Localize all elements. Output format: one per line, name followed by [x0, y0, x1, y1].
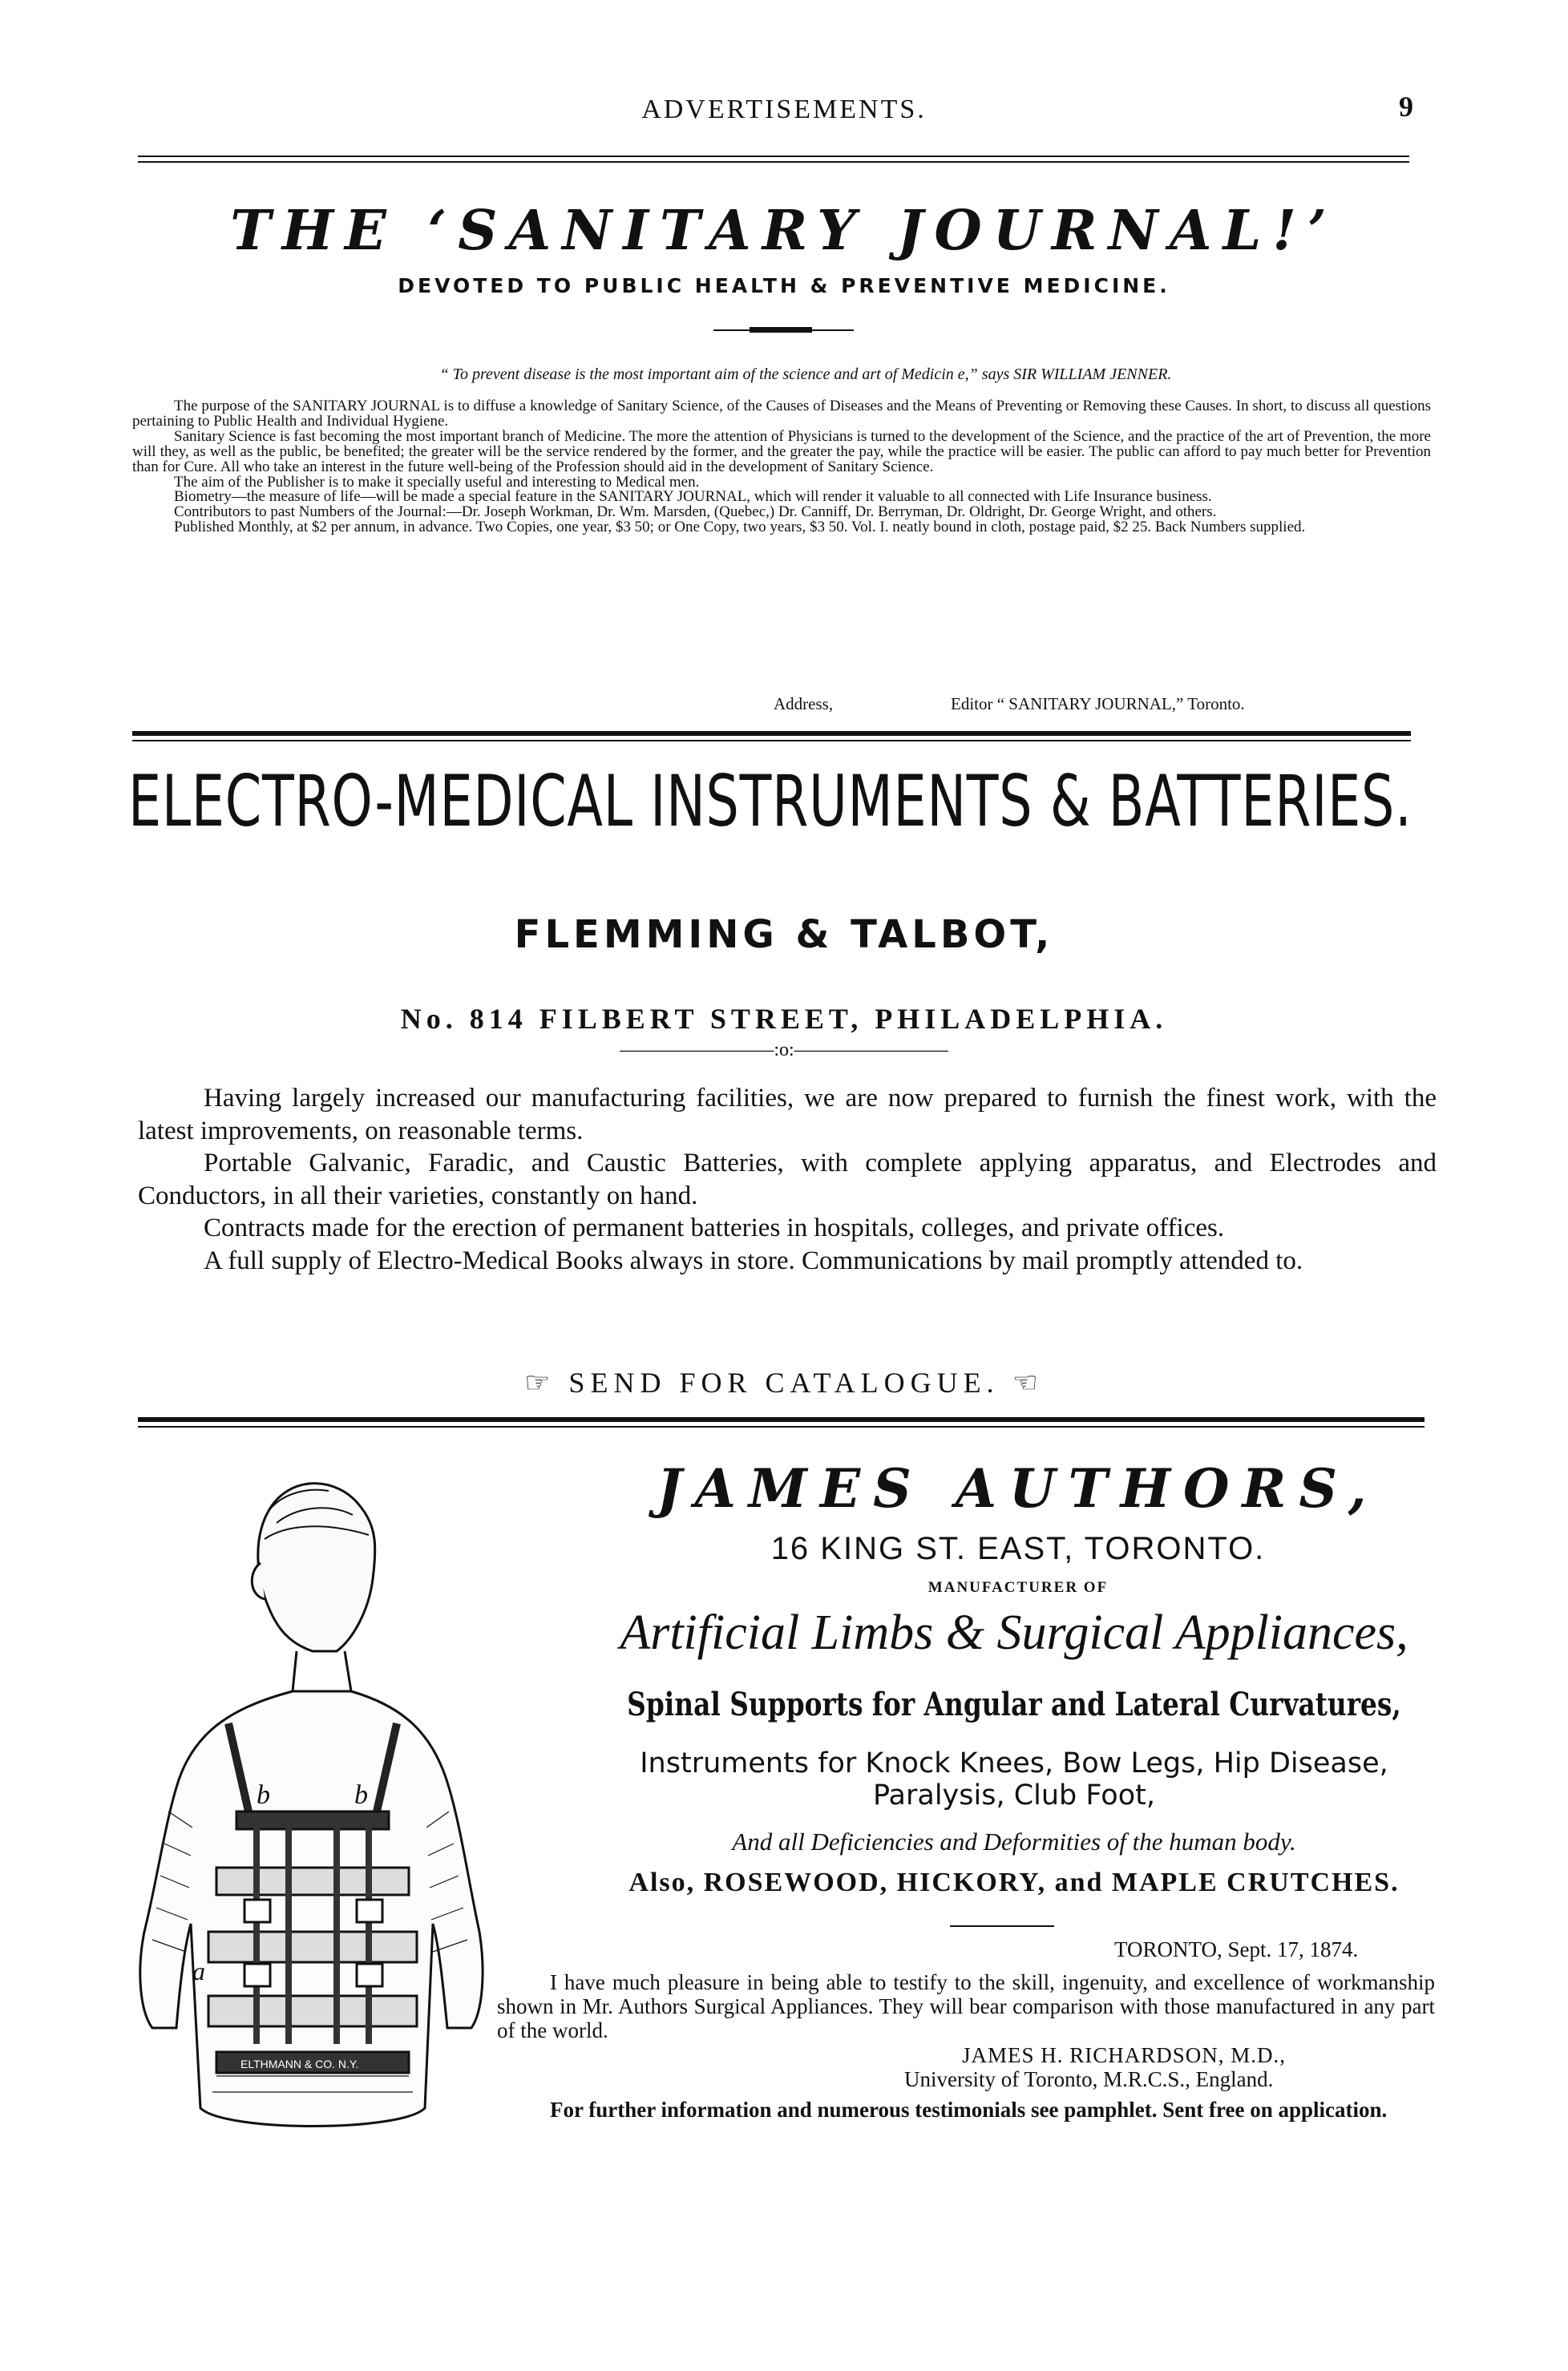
sanitary-journal-paragraph: The aim of the Publisher is to make it specially useful and interesting to Medical men. — [174, 473, 700, 491]
header-rule-top — [138, 156, 1409, 157]
manufacturer-label: MANUFACTURER OF — [927, 1579, 1109, 1596]
further-paragraph: For further information and numerous testimonials see pamphlet. Sent free on application. — [550, 2098, 1388, 2122]
engraving-letter-a: a — [192, 1957, 205, 1985]
testimony-signer: JAMES H. RICHARDSON, M.D., — [962, 2043, 1287, 2067]
sanitary-journal-paragraph: Contributors to past Numbers of the Journal:—Dr. Joseph Workman, Dr. Wm. Marsden, (Quebec,) Dr. Canniff, Dr. Berryman, Dr. Oldright, Dr. George Wright, and others. — [174, 503, 1217, 521]
engraving-letter-b-right: b — [354, 1780, 368, 1810]
engraving-maker-mark: ELTHMANN & CO. N.Y. — [240, 2058, 359, 2070]
firm-name: FLEMMING & TALBOT, — [514, 912, 1054, 957]
electro-medical-paragraph: Portable Galvanic, Faradic, and Caustic Batteries, with complete applying apparatus, and Electrodes and Conductors, in all their varieties, constantly on hand. — [138, 1149, 1437, 1210]
electro-medical-paragraph: A full supply of Electro-Medical Books always in store. Communications by mail promptly attended to. — [204, 1246, 1303, 1275]
spinal-supports-line: Spinal Supports for Angular and Lateral Curvatures, — [627, 1686, 1401, 1723]
section-rule-1b — [132, 740, 1411, 741]
electro-medical-headline: ELECTRO-MEDICAL INSTRUMENTS & BATTERIES. — [128, 760, 1412, 842]
instruments-line: Paralysis, Club Foot, — [873, 1779, 1155, 1812]
sanitary-journal-paragraph: Biometry—the measure of life—will be made a special feature in the SANITARY JOURNAL, which will render it valuable to all connected with Life Insurance business. — [174, 488, 1212, 506]
instruments-list — [493, 1747, 1535, 1812]
sanitary-journal-subtitle: DEVOTED TO PUBLIC HEALTH & PREVENTIVE MEDICINE. — [398, 274, 1170, 297]
james-authors-address: 16 KING ST. EAST, TORONTO. — [770, 1531, 1266, 1566]
crutches-divider — [950, 1925, 1054, 1927]
electro-medical-body — [138, 1082, 1437, 1277]
testimony-paragraph: I have much pleasure in being able to testify to the skill, ingenuity, and excellence of workmanship shown in Mr. Authors Surgical Appliances. They will bear comparison with those manufactured in any part of the world. — [497, 1970, 1435, 2042]
sanitary-journal-paragraph: Sanitary Science is fast becoming the most important branch of Medicine. The more the attention of Physicians is turned to the development of the Science, and the practice of the art of Prevention, the more will they, as well as the public, be benefited; the greater will be the service rendered by the former, and the greater the pay, while the practice will be easier. The public can afford to pay much better for Prevention than for Cure. All who take an interest in the future well-being of the Profession should aid in the development of Sanitary Science. — [132, 427, 1431, 475]
sanitary-journal-body — [132, 399, 1431, 535]
sanitary-journal-address-label: Address, — [774, 694, 834, 713]
firm-address: No. 814 FILBERT STREET, PHILADELPHIA. — [400, 1003, 1168, 1035]
sanitary-journal-paragraph: The purpose of the SANITARY JOURNAL is to diffuse a knowledge of Sanitary Science, of the Causes of Diseases and the Means of Preventing or Removing these Causes. In short, to discuss all questions pertaining to Public Health and Individual Hygiene. — [132, 398, 1431, 430]
section-rule-2a — [138, 1417, 1425, 1422]
section-rule-1a — [132, 731, 1411, 736]
electro-medical-paragraph: Contracts made for the erection of permanent batteries in hospitals, colleges, and private offices. — [204, 1214, 1225, 1242]
surgical-brace-engraving — [96, 1451, 513, 2236]
section-rule-2b — [138, 1426, 1425, 1428]
further-information — [497, 2098, 1437, 2122]
engraving-letter-b-left: b — [257, 1780, 270, 1810]
sanitary-journal-quote: “ To prevent disease is the most important aim of the science and art of Medicin e,” says SIR WILLIAM JENNER. — [439, 366, 1172, 383]
sanitary-journal-divider-center — [750, 327, 812, 333]
instruments-line: Instruments for Knock Knees, Bow Legs, Hip Disease, — [640, 1747, 1388, 1779]
sanitary-journal-paragraph: Published Monthly, at $2 per annum, in advance. Two Copies, one year, $3 50; or One Copy, two years, $3 50. Vol. I. neatly bound in cloth, postage paid, $2 25. Back Numbers supplied. — [174, 519, 1306, 536]
send-for-catalogue: ☞ SEND FOR CATALOGUE. ☜ — [524, 1367, 1044, 1399]
sanitary-journal-editor: Editor “ SANITARY JOURNAL,” Toronto. — [951, 694, 1245, 713]
running-head: ADVERTISEMENTS. — [641, 95, 927, 124]
signer-credentials: University of Toronto, M.R.C.S., England. — [904, 2067, 1274, 2091]
artificial-limbs-heading: Artificial Limbs & Surgical Appliances, — [620, 1606, 1408, 1660]
testimony-text — [497, 1970, 1435, 2042]
ornament-divider: ————————:o:———————— — [620, 1040, 948, 1060]
page-number: 9 — [1399, 91, 1413, 123]
electro-medical-paragraph: Having largely increased our manufacturing facilities, we are now prepared to furnish the finest work, with the latest improvements, on reasonable terms. — [138, 1084, 1437, 1145]
deficiencies-line: And all Deficiencies and Deformities of the human body. — [732, 1828, 1296, 1856]
james-authors-name: JAMES AUTHORS, — [657, 1457, 1380, 1520]
testimony-date: TORONTO, Sept. 17, 1874. — [1114, 1937, 1359, 1961]
header-rule-bottom — [138, 161, 1409, 163]
crutches-line: Also, ROSEWOOD, HICKORY, and MAPLE CRUTCHES. — [628, 1868, 1400, 1897]
sanitary-journal-title: THE ‘SANITARY JOURNAL!’ — [230, 199, 1338, 263]
